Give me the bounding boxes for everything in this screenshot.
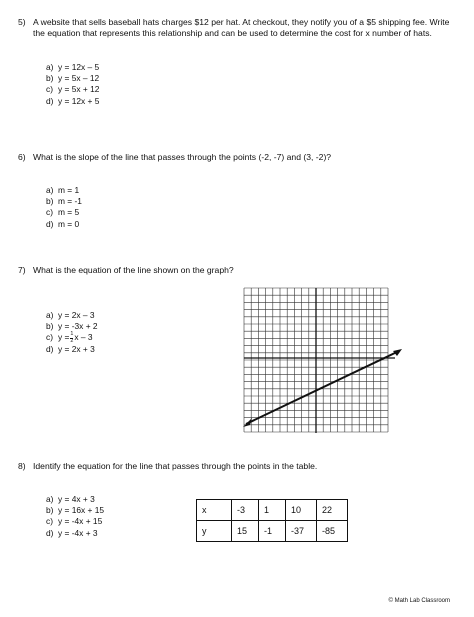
choice-letter: b) bbox=[46, 73, 54, 84]
answer-choices-6 bbox=[46, 185, 82, 230]
choice-d[interactable] bbox=[46, 344, 98, 355]
choice-text: y = 2x – 3 bbox=[58, 310, 95, 320]
choice-letter: b) bbox=[46, 321, 54, 332]
choice-text: y = -4x + 3 bbox=[58, 527, 98, 538]
choice-b[interactable] bbox=[46, 73, 99, 84]
table-cell: 10 bbox=[286, 500, 317, 521]
choice-text: y = 2x + 3 bbox=[58, 343, 95, 354]
fraction-numerator: 1 bbox=[70, 331, 74, 338]
choice-text: m = 5 bbox=[58, 207, 80, 218]
coordinate-graph bbox=[243, 287, 403, 435]
choice-letter: d) bbox=[46, 343, 54, 354]
choice-c[interactable] bbox=[46, 84, 99, 95]
choice-text: y = -4x + 15 bbox=[58, 516, 103, 527]
choice-d[interactable] bbox=[46, 528, 104, 539]
choice-d[interactable] bbox=[46, 219, 82, 230]
question-number: 8) bbox=[18, 461, 26, 471]
table-row-x bbox=[197, 500, 348, 521]
table-cell: 22 bbox=[317, 500, 348, 521]
choice-c[interactable] bbox=[46, 516, 104, 527]
question-text: Identify the equation for the line that passes through the points in the table. bbox=[33, 461, 318, 471]
answer-choices-7 bbox=[46, 310, 98, 355]
choice-text: y = 16x + 15 bbox=[58, 505, 105, 516]
choice-letter: c) bbox=[46, 332, 53, 343]
choice-letter: c) bbox=[46, 516, 53, 527]
table-cell: y bbox=[197, 521, 232, 542]
copyright-footer: © Math Lab Classroom bbox=[388, 598, 450, 604]
choice-text: m = 0 bbox=[58, 218, 80, 229]
choice-text: y = 12x + 5 bbox=[58, 95, 100, 106]
choice-text-end: x – 3 bbox=[74, 332, 93, 343]
choice-text: y = 4x + 3 bbox=[58, 494, 95, 504]
choice-a[interactable] bbox=[46, 62, 99, 73]
choice-b[interactable] bbox=[46, 505, 104, 516]
choice-text-start: y = bbox=[58, 332, 70, 343]
choice-letter: d) bbox=[46, 527, 54, 538]
fraction-denominator: 2 bbox=[70, 337, 74, 344]
answer-choices-8 bbox=[46, 494, 104, 539]
arrow-head-left bbox=[243, 418, 252, 427]
question-text: What is the equation of the line shown on the graph? bbox=[33, 265, 234, 275]
choice-a[interactable] bbox=[46, 310, 98, 321]
choice-c[interactable] bbox=[46, 207, 82, 218]
answer-choices-5 bbox=[46, 62, 99, 107]
choice-letter: d) bbox=[46, 218, 54, 229]
choice-text: y = 5x + 12 bbox=[58, 84, 100, 95]
question-number: 5) bbox=[18, 17, 26, 27]
choice-text: y = 12x – 5 bbox=[58, 62, 100, 72]
choice-text: m = -1 bbox=[58, 196, 82, 207]
choice-text: m = 1 bbox=[58, 185, 80, 195]
question-text: What is the slope of the line that passes through the points (-2, -7) and (3, -2)? bbox=[33, 152, 332, 162]
choice-a[interactable] bbox=[46, 185, 82, 196]
arrow-head-right bbox=[393, 349, 402, 356]
choice-letter: a) bbox=[46, 185, 54, 195]
choice-text: y = -3x + 2 bbox=[58, 321, 98, 332]
table-cell: -85 bbox=[317, 521, 348, 542]
points-table bbox=[196, 499, 348, 542]
choice-d[interactable] bbox=[46, 96, 99, 107]
table-cell: 15 bbox=[232, 521, 259, 542]
choice-text: y = 5x – 12 bbox=[58, 73, 100, 84]
table-cell: 1 bbox=[259, 500, 286, 521]
choice-a[interactable] bbox=[46, 494, 104, 505]
table-cell: -37 bbox=[286, 521, 317, 542]
choice-c[interactable] bbox=[46, 332, 98, 343]
question-number: 7) bbox=[18, 265, 26, 275]
table-cell: -1 bbox=[259, 521, 286, 542]
graph-line bbox=[246, 351, 399, 424]
question-number: 6) bbox=[18, 152, 26, 162]
choice-letter: a) bbox=[46, 494, 54, 504]
fraction bbox=[70, 332, 73, 343]
choice-letter: c) bbox=[46, 207, 53, 218]
choice-letter: b) bbox=[46, 196, 54, 207]
choice-letter: c) bbox=[46, 84, 53, 95]
choice-letter: d) bbox=[46, 95, 54, 106]
choice-letter: b) bbox=[46, 505, 54, 516]
choice-b[interactable] bbox=[46, 196, 82, 207]
choice-letter: a) bbox=[46, 62, 54, 72]
table-row-y bbox=[197, 521, 348, 542]
table-cell: x bbox=[197, 500, 232, 521]
choice-letter: a) bbox=[46, 310, 54, 320]
table-cell: -3 bbox=[232, 500, 259, 521]
question-text: A website that sells baseball hats charges $12 per hat. At checkout, they notify you of a $5 shipping fee. Write the equation that represents this relationship and can be used to determine the cost for x number of hats. bbox=[33, 17, 450, 38]
